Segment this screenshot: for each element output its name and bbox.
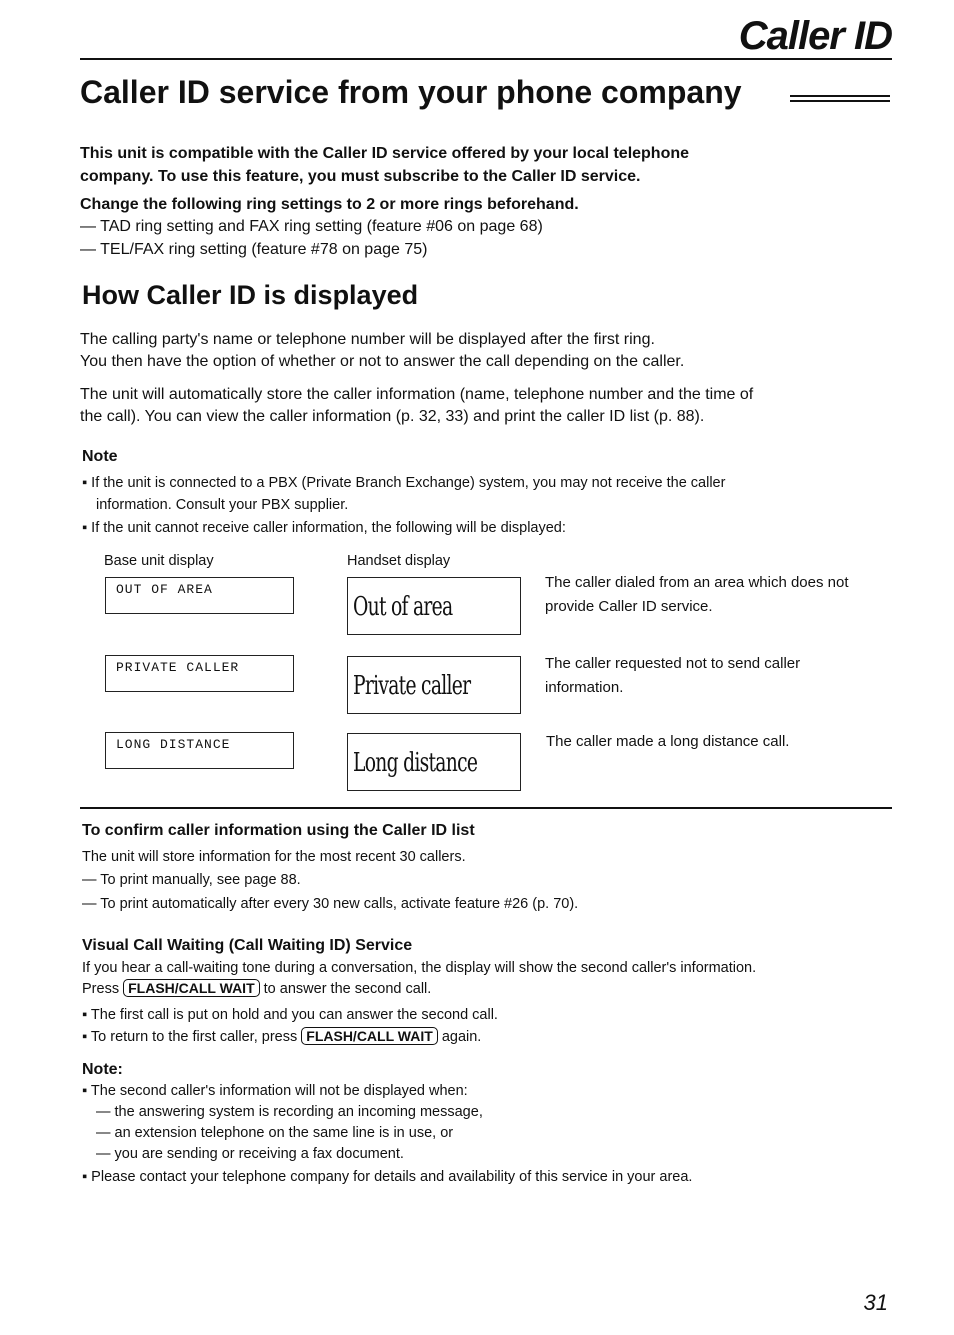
handset-display-text: Out of area (353, 592, 453, 622)
handset-display-text: Long distance (353, 748, 478, 778)
display-description (545, 652, 895, 700)
note-text: The second caller's information will not be displayed when: (90, 1083, 468, 1099)
handset-display-text: Private caller (353, 671, 471, 701)
waiting-bullet-text: To return to the first caller, press (90, 1029, 298, 1045)
note-label: Note: (82, 1061, 123, 1078)
display-description (545, 571, 895, 619)
description-line: The caller made a long distance call. (546, 733, 790, 750)
section-title: Caller ID service from your phone company (80, 74, 742, 110)
ring-setting-item: — TEL/FAX ring setting (feature #78 on page 75) (80, 241, 428, 258)
column-header-base: Base unit display (104, 553, 214, 569)
column-header-handset: Handset display (347, 553, 451, 569)
waiting-bullet-text: again. (441, 1029, 482, 1045)
note-text: If the unit is connected to a PBX (Private Branch Exchange) system, you may not receive the caller (91, 475, 726, 491)
confirm-line: The unit will store information for the most recent 30 callers. (82, 849, 466, 865)
note-text: If the unit cannot receive caller information, the following will be displayed: (91, 520, 566, 536)
base-display: LONG DISTANCE (105, 732, 294, 769)
press-text: Press (82, 981, 120, 997)
flash-call-wait-key: FLASH/CALL WAIT (301, 1027, 438, 1045)
handset-display (347, 577, 521, 635)
note-bullet: ▪ The second caller's information will not be displayed when: (82, 1083, 468, 1099)
final-bullet: ▪ Please contact your telephone company for details and availability of this service in your area. (82, 1169, 693, 1185)
intro-line-2: company. To use this feature, you must subscribe to the Caller ID service. (80, 168, 641, 185)
note-bullet: ▪ If the unit is connected to a PBX (Private Branch Exchange) system, you may not receive the caller (82, 475, 726, 491)
note-bullet: ▪ If the unit cannot receive caller information, the following will be displayed: (82, 520, 566, 536)
paragraph-line: The unit will automatically store the caller information (name, telephone number and the time of (80, 386, 754, 403)
press-instruction (82, 978, 431, 1000)
handset-display (347, 656, 521, 714)
description-line: The caller dialed from an area which does not (545, 574, 849, 591)
waiting-line: If you hear a call-waiting tone during a conversation, the display will show the second caller's information. (82, 960, 757, 976)
confirm-heading: To confirm caller information using the Caller ID list (82, 822, 475, 839)
note-label: Note (82, 448, 118, 465)
flash-call-wait-key: FLASH/CALL WAIT (123, 979, 260, 997)
title-decoration (790, 95, 890, 105)
ring-setting-item: — TAD ring setting and FAX ring setting (feature #06 on page 68) (80, 218, 543, 235)
note-text: information. Consult your PBX supplier. (96, 497, 349, 513)
note-item: — an extension telephone on the same line is in use, or (96, 1125, 454, 1141)
note-item: — the answering system is recording an incoming message, (96, 1104, 483, 1120)
subsection-title: How Caller ID is displayed (82, 280, 419, 310)
base-display: OUT OF AREA (105, 577, 294, 614)
description-line: The caller requested not to send caller (545, 655, 801, 672)
intro-line-1: This unit is compatible with the Caller ID service offered by your local telephone (80, 145, 690, 162)
section-divider (80, 807, 892, 809)
waiting-bullet-text: The first call is put on hold and you can answer the second call. (90, 1007, 498, 1023)
header-rule (80, 58, 892, 60)
description-line: information. (545, 679, 624, 696)
confirm-line: — To print manually, see page 88. (82, 872, 301, 888)
chapter-title: Caller ID (738, 14, 892, 58)
final-bullet-text: Please contact your telephone company for details and availability of this service in your area. (91, 1169, 693, 1185)
note-item: — you are sending or receiving a fax document. (96, 1146, 404, 1162)
page-number: 31 (863, 1290, 888, 1315)
handset-display (347, 733, 521, 791)
display-description (546, 730, 896, 754)
paragraph-line: The calling party's name or telephone number will be displayed after the first ring. (80, 331, 655, 348)
waiting-heading: Visual Call Waiting (Call Waiting ID) Service (82, 937, 413, 954)
confirm-line: — To print automatically after every 30 new calls, activate feature #26 (p. 70). (82, 896, 579, 912)
paragraph-line: the call). You can view the caller information (p. 32, 33) and print the caller ID list (p. 88). (80, 408, 705, 425)
waiting-bullet: ▪ The first call is put on hold and you can answer the second call. (82, 1007, 498, 1023)
waiting-bullet: ▪ To return to the first caller, press FLASH/CALL WAIT again. (82, 1028, 482, 1045)
press-after-text: to answer the second call. (263, 981, 432, 997)
description-line: provide Caller ID service. (545, 598, 713, 615)
change-heading: Change the following ring settings to 2 or more rings beforehand. (80, 196, 579, 213)
base-display: PRIVATE CALLER (105, 655, 294, 692)
paragraph-line: You then have the option of whether or not to answer the call depending on the caller. (80, 353, 685, 370)
